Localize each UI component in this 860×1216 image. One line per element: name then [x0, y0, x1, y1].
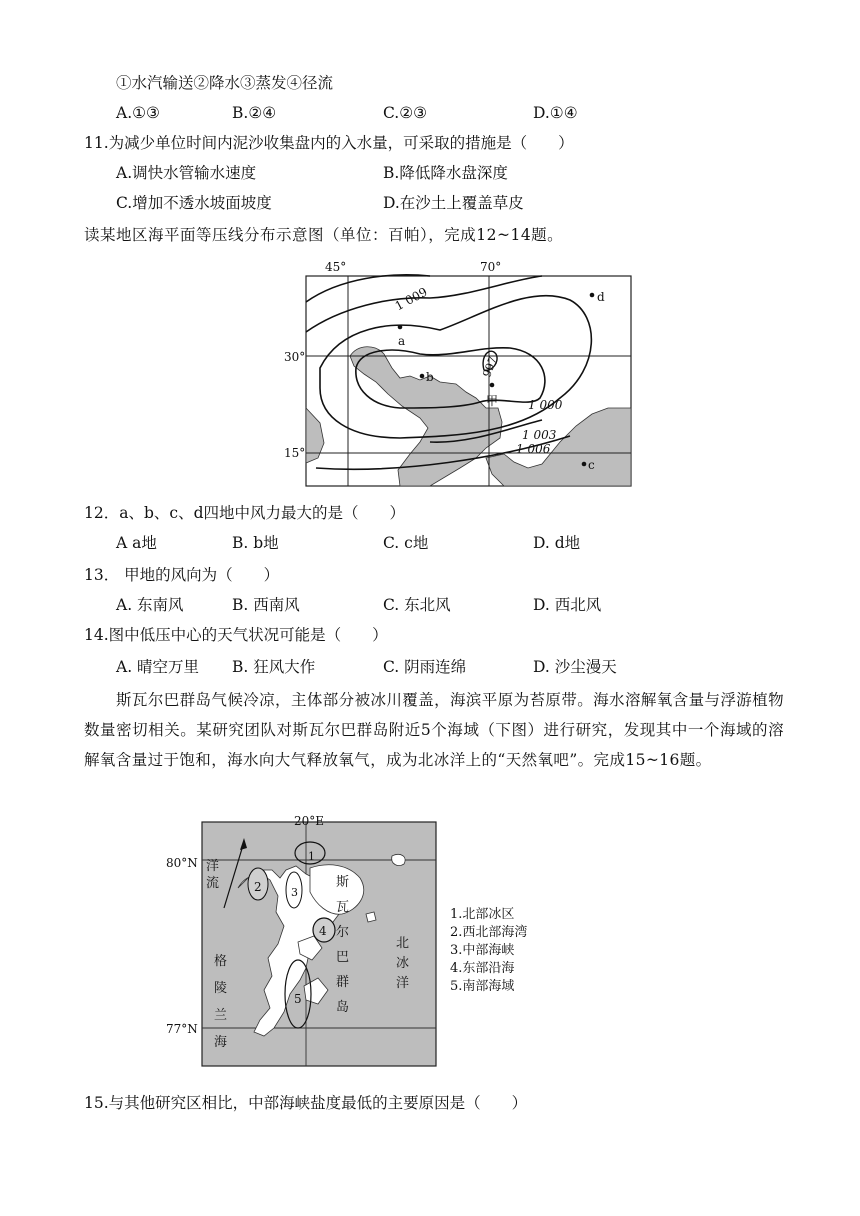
- q10-option-c[interactable]: C.②③: [383, 104, 428, 122]
- lon-label-45: 45°: [325, 260, 347, 274]
- q12-stem: 12．a、b、c、d四地中风力最大的是（ ）: [84, 504, 405, 522]
- legend-item-5: 5.南部海域: [450, 979, 515, 994]
- point-jia: [490, 383, 495, 388]
- q14-option-a[interactable]: A. 晴空万里: [116, 658, 200, 676]
- island-name-label: 斯瓦尔巴群岛: [336, 875, 350, 1015]
- intro-svalbard-text: 斯瓦尔巴群岛气候冷凉，主体部分被冰川覆盖，海滨平原为苔原带。海水溶解氧含量与浮游植物数量密切相关。某研究团队对斯瓦尔巴群岛附近5个海域（下图）进行研究，发现其中一个海域的溶解氧含量过于饱和，海水向大气释放氧气，成为北冰洋上的“天然氧吧”。完成15~16题。: [84, 691, 784, 769]
- zone-label-3: 3: [291, 886, 298, 899]
- legend-item-3: 3.中部海峡: [450, 943, 515, 958]
- isobar-label-1003: 1 003: [522, 428, 557, 442]
- q14-option-d[interactable]: D. 沙尘漫天: [533, 658, 617, 676]
- point-d: [590, 293, 595, 298]
- zone-label-5: 5: [294, 992, 302, 1006]
- zone-label-4: 4: [319, 924, 327, 938]
- isobar-label-1000: 1 000: [528, 398, 563, 412]
- q12-option-b[interactable]: B. b地: [232, 534, 279, 552]
- q14-option-c[interactable]: C. 阴雨连绵: [383, 658, 467, 676]
- q12-option-a[interactable]: A a地: [116, 534, 157, 552]
- point-label-a: a: [398, 334, 406, 348]
- q13-stem: 13． 甲地的风向为（ ）: [84, 566, 280, 584]
- q11-option-a[interactable]: A.调快水管输水速度: [116, 164, 257, 182]
- point-c: [582, 462, 587, 467]
- point-label-c: c: [588, 458, 595, 472]
- point-label-jia: 甲: [486, 394, 499, 408]
- svalbard-legend: [450, 906, 527, 996]
- q13-option-b[interactable]: B. 西南风: [232, 596, 300, 614]
- q14-stem: 14.图中低压中心的天气状况可能是（ ）: [84, 626, 388, 644]
- zone-label-1: 1: [308, 850, 315, 863]
- q14-option-b[interactable]: B. 狂风大作: [232, 658, 316, 676]
- sea-label-greenland: 格陵兰海: [214, 954, 228, 1050]
- q13-option-d[interactable]: D. 西北风: [533, 596, 602, 614]
- q11-stem: 11.为减少单位时间内泥沙收集盘内的入水量，可采取的措施是（ ）: [84, 134, 574, 152]
- isobar-label-1009: 1 009: [392, 284, 430, 314]
- legend-item-1: 1.北部冰区: [450, 907, 515, 922]
- isobar-map: [280, 258, 640, 494]
- ocean-label-arctic: 北冰洋: [396, 936, 410, 991]
- current-label: 洋流: [206, 859, 220, 891]
- q11-option-b[interactable]: B.降低降水盘深度: [383, 164, 508, 182]
- legend-item-2: 2.西北部海湾: [450, 925, 528, 940]
- intro-isobar-map: 读某地区海平面等压线分布示意图（单位：百帕），完成12~14题。: [84, 226, 564, 244]
- island-kvitoya: [392, 854, 405, 865]
- q13-option-c[interactable]: C. 东北风: [383, 596, 451, 614]
- islet-east: [366, 912, 376, 922]
- lat-label-30: 30°: [284, 350, 306, 364]
- lat-label-15: 15°: [284, 446, 306, 460]
- lon-label-20e: 20°E: [294, 814, 325, 828]
- lat-label-80n: 80°N: [166, 856, 198, 870]
- point-label-b: b: [426, 370, 434, 384]
- isobar-label-997: 997: [480, 354, 500, 379]
- q10-option-b[interactable]: B.②④: [232, 104, 277, 122]
- q10-option-d[interactable]: D.①④: [533, 104, 578, 122]
- zone-label-2: 2: [254, 880, 262, 894]
- isobar-label-1006: 1 006: [516, 442, 551, 456]
- lat-label-77n: 77°N: [166, 1022, 198, 1036]
- q11-option-c[interactable]: C.增加不透水坡面坡度: [116, 194, 272, 212]
- point-a: [398, 325, 403, 330]
- point-b: [420, 374, 425, 379]
- intro-svalbard: [84, 685, 784, 775]
- lon-label-70: 70°: [480, 260, 502, 274]
- q15-stem: 15.与其他研究区相比，中部海峡盐度最低的主要原因是（ ）: [84, 1094, 528, 1112]
- q10-choices-line: ①水汽输送②降水③蒸发④径流: [116, 74, 334, 92]
- q12-option-d[interactable]: D. d地: [533, 534, 581, 552]
- legend-item-4: 4.东部沿海: [450, 961, 515, 976]
- q10-option-a[interactable]: A.①③: [116, 104, 160, 122]
- q11-option-d[interactable]: D.在沙土上覆盖草皮: [383, 194, 524, 212]
- q13-option-a[interactable]: A. 东南风: [116, 596, 184, 614]
- point-label-d: d: [597, 290, 605, 304]
- q12-option-c[interactable]: C. c地: [383, 534, 429, 552]
